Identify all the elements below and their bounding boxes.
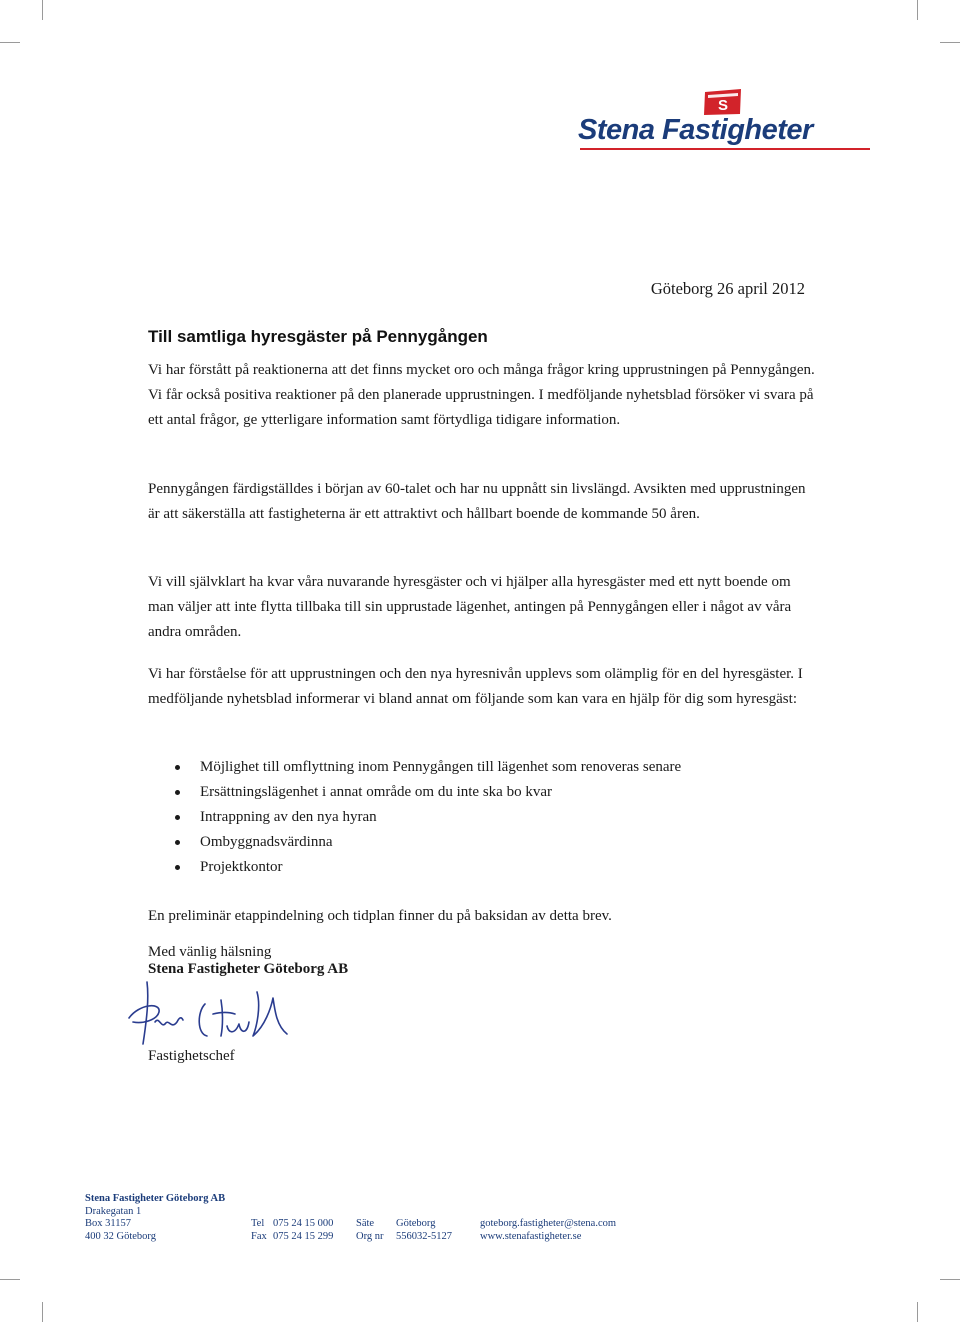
flag-letter: S bbox=[717, 97, 729, 114]
bullet-icon bbox=[175, 815, 180, 820]
paragraph-1: Vi har förstått på reaktionerna att det finns mycket oro och många frågor kring upprustningen på Pennygången. Vi får också positiva reaktioner på den planerade upprustningen. I medföljande nyhetsblad försöker vi svara på ett antal frågor, ge ytterligare information samt förtydliga tidigare information. bbox=[148, 362, 815, 428]
crop-mark-bottom-right bbox=[917, 1302, 918, 1322]
tel-number: 075 24 15 000 bbox=[273, 1218, 334, 1229]
footer-email[interactable]: goteborg.fastigheter@stena.com bbox=[480, 1218, 617, 1229]
logo-wordmark: Stena Fastigheter bbox=[578, 114, 813, 146]
tel-label: Tel bbox=[251, 1218, 265, 1229]
list-item bbox=[148, 780, 681, 805]
crop-mark-left-bottom bbox=[0, 1279, 20, 1280]
list-item-text: Ombyggnadsvärdinna bbox=[200, 834, 333, 850]
company-logo bbox=[578, 88, 878, 154]
crop-mark-top-left bbox=[42, 0, 43, 20]
crop-mark-top-right bbox=[917, 0, 918, 20]
paragraph-4: Vi har förståelse för att upprustningen och den nya hyresnivån upplevs som olämplig för en del hyresgäster. I medföljande nyhetsblad informerar vi bland annat om följande som kan vara en hjälp för dig som hyresgäst: bbox=[148, 666, 803, 707]
org-number: 556032-5127 bbox=[396, 1230, 452, 1242]
fax-label: Fax bbox=[251, 1230, 267, 1242]
footer-address bbox=[85, 1193, 225, 1243]
closing-block bbox=[148, 944, 348, 978]
crop-mark-left-top bbox=[0, 42, 20, 43]
list-item-text: Projektkontor bbox=[200, 859, 283, 875]
closing-greeting: Med vänlig hälsning bbox=[148, 944, 272, 960]
bullet-icon bbox=[175, 865, 180, 870]
list-item-text: Ersättningslägenhet i annat område om du inte ska bo kvar bbox=[200, 784, 552, 800]
bullet-icon bbox=[175, 790, 180, 795]
footer-registration bbox=[356, 1218, 452, 1243]
paragraph-2: Pennygången färdigställdes i början av 60-talet och har nu uppnått sin livslängd. Avsikten med upprustningen är att säkerställa att fastigheterna är ett attraktivt och hållbart boende de kommande 50 åren. bbox=[148, 481, 806, 522]
closing-company: Stena Fastigheter Göteborg AB bbox=[148, 961, 349, 977]
seat-value: Göteborg bbox=[396, 1218, 436, 1229]
bullet-icon bbox=[175, 765, 180, 770]
final-paragraph: En preliminär etappindelning och tidplan finner du på baksidan av detta brev. bbox=[148, 908, 612, 924]
footer-company: Stena Fastigheter Göteborg AB bbox=[85, 1193, 226, 1204]
crop-mark-right-top bbox=[940, 42, 960, 43]
fax-number: 075 24 15 299 bbox=[273, 1230, 334, 1242]
seat-label: Säte bbox=[356, 1218, 375, 1229]
bullet-list bbox=[148, 755, 681, 880]
list-item bbox=[148, 855, 681, 880]
logo-underline bbox=[580, 148, 870, 150]
footer-postal: 400 32 Göteborg bbox=[85, 1230, 156, 1242]
bullet-icon bbox=[175, 840, 180, 845]
list-item bbox=[148, 830, 681, 855]
org-label: Org nr bbox=[356, 1230, 384, 1242]
list-item-text: Intrappning av den nya hyran bbox=[200, 809, 377, 825]
list-item-text: Möjlighet till omflyttning inom Pennygången till lägenhet som renoveras senare bbox=[200, 759, 682, 775]
letter-heading: Till samtliga hyresgäster på Pennygången bbox=[148, 327, 488, 346]
stena-flag-icon bbox=[702, 88, 744, 116]
paragraph-3: Vi vill självklart ha kvar våra nuvarande hyresgäster och vi hjälper alla hyresgäster med ett nytt boende om man väljer att inte flytta tillbaka till sin upprustade lägenhet, antingen på Pennygången eller i något av våra andra områden. bbox=[148, 574, 792, 640]
footer-contact bbox=[480, 1218, 616, 1243]
footer-street: Drakegatan 1 bbox=[85, 1205, 142, 1217]
signer-title: Fastighetschef bbox=[148, 1048, 235, 1064]
list-item bbox=[148, 805, 681, 830]
crop-mark-bottom-left bbox=[42, 1302, 43, 1322]
footer-website[interactable]: www.stenafastigheter.se bbox=[480, 1230, 582, 1242]
list-item bbox=[148, 755, 681, 780]
letter-date: Göteborg 26 april 2012 bbox=[650, 279, 805, 298]
footer-phone bbox=[251, 1218, 333, 1243]
footer-box: Box 31157 bbox=[85, 1218, 131, 1229]
handwritten-signature bbox=[125, 978, 295, 1048]
crop-mark-right-bottom bbox=[940, 1279, 960, 1280]
